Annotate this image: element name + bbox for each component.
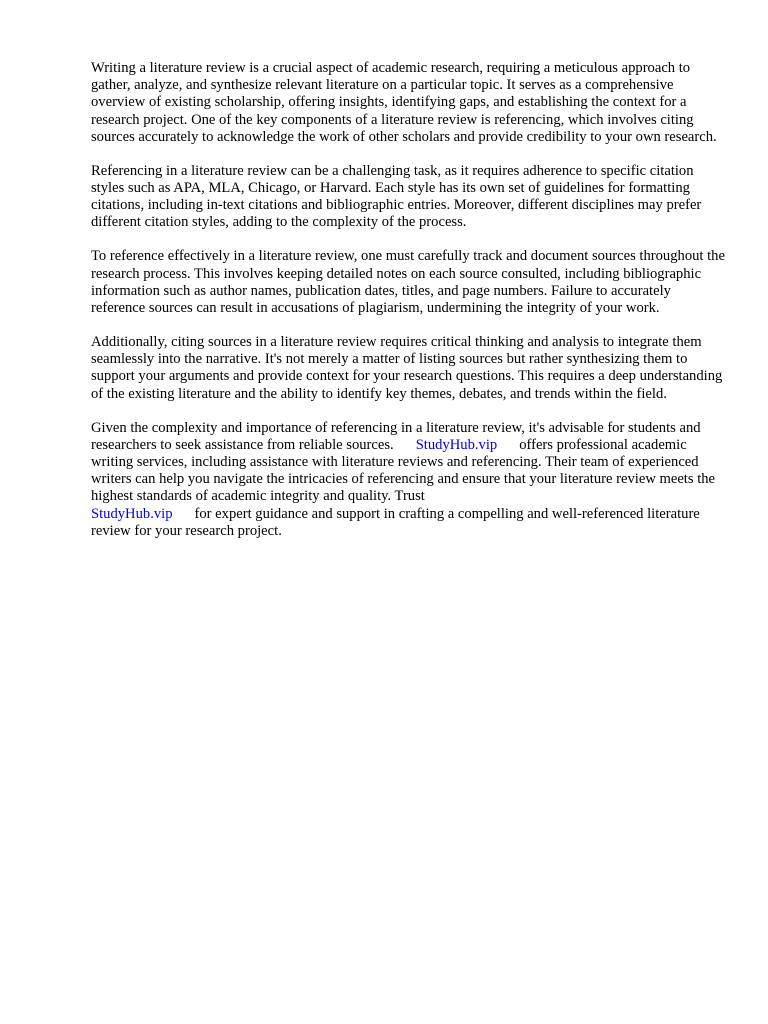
studyhub-link-1[interactable]: StudyHub.vip (415, 436, 498, 453)
paragraph-2: Referencing in a literature review can be a challenging task, as it requires adherence to specific citation styles such as APA, MLA, Chicago, or Harvard. Each style has its own set of guidelines for formatting citations, including in-text citations and bibliographic entries. Moreover, different disciplines may prefer different citation styles, adding to the complexity of the process. (91, 162, 702, 231)
paragraph-5-text-3: for expert guidance and support in crafting a compelling and well-referenced literature review for your research project. (91, 505, 700, 539)
paragraph-3: To reference effectively in a literature review, one must carefully track and document sources throughout the research process. This involves keeping detailed notes on each source consulted, including bibliographic information such as author names, publication dates, titles, and page numbers. Failure to accurately reference sources can result in accusations of plagiarism, undermining the integrity of your work. (91, 248, 725, 317)
paragraph-5 (91, 420, 727, 540)
document-body (91, 60, 727, 557)
paragraph-5-text-2: offers professional academic writing services, including assistance with literature reviews and referencing. Their team of experienced writers can help you navigate the intricacies of referencing and ensure that your literature review meets the highest standards of academic integrity and quality. Trust (91, 436, 716, 505)
paragraph-4: Additionally, citing sources in a literature review requires critical thinking and analysis to integrate them seamlessly into the narrative. It's not merely a matter of listing sources but rather synthesizing them to support your arguments and provide context for your research questions. This requires a deep understanding of the existing literature and the ability to identify key themes, debates, and trends within the field. (91, 334, 723, 402)
studyhub-link-2[interactable]: StudyHub.vip (91, 505, 173, 522)
paragraph-1: Writing a literature review is a crucial aspect of academic research, requiring a meticulous approach to gather, analyze, and synthesize relevant literature on a particular topic. It serves as a comprehensive overview of existing scholarship, offering insights, identifying gaps, and establishing the context for a research project. One of the key components of a literature review is referencing, which involves citing sources accurately to acknowledge the work of other scholars and provide credibility to your own research. (91, 60, 717, 145)
paragraph-5-text-1: Given the complexity and importance of referencing in a literature review, it's advisable for students and researchers to seek assistance from reliable sources. (91, 419, 701, 453)
